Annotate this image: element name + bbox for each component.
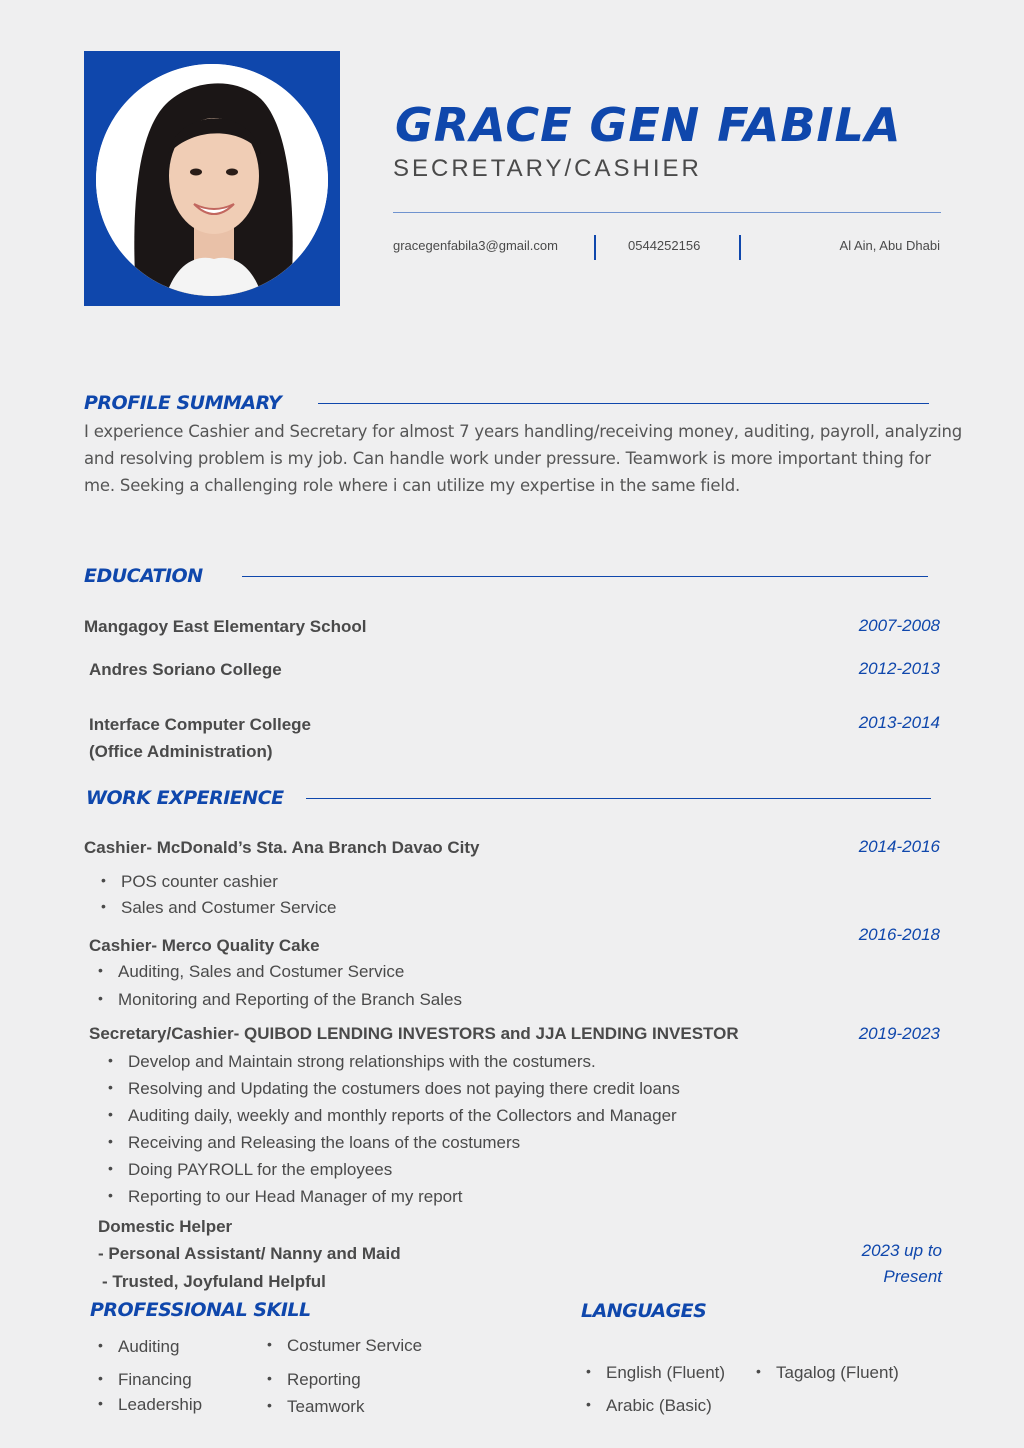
education-years: 2012-2013 [858,659,940,678]
section-divider [306,798,931,799]
list-item: • Tagalog (Fluent) [756,1363,899,1389]
list-item: • Doing PAYROLL for the employees [108,1160,680,1187]
list-item: • Arabic (Basic) [586,1396,725,1422]
job-title: Secretary/Cashier- QUIBOD LENDING INVESTORS and JJA LENDING INVESTOR [89,1024,739,1043]
list-item: • Teamwork [267,1397,422,1423]
job-years: 2016-2018 [858,925,940,944]
list-item: • POS counter cashier [101,872,336,898]
job-duties [101,872,336,924]
profile-photo [96,64,328,296]
education-school: Andres Soriano College [89,660,282,679]
candidate-name: GRACE GEN FABILA [395,98,902,152]
profile-summary-text: I experience Cashier and Secretary for almost 7 years handling/receiving money, auditing, payroll, analyzing and resolving problem is my job. Can handle work under pressure. Teamwork is more important thing for me. Seeking a challenging role where i can utilize my expertise in the same field. [84,422,963,495]
contact-location: Al Ain, Abu Dhabi [839,238,940,253]
header-divider [393,212,941,213]
job-duties [108,1052,680,1214]
job-subtitle: - Trusted, Joyfuland Helpful [102,1272,326,1291]
list-item: • English (Fluent) [586,1363,725,1396]
list-item: • Auditing, Sales and Costumer Service [98,962,462,990]
skills-column-2 [267,1336,422,1423]
contact-separator [594,235,596,260]
list-item: • Sales and Costumer Service [101,898,336,924]
section-divider [242,576,928,577]
job-years: 2019-2023 [858,1024,940,1043]
education-detail: (Office Administration) [89,742,273,761]
professional-skill-heading: PROFESSIONAL SKILL [90,1299,311,1321]
job-years: 2023 up to [861,1241,942,1260]
section-divider [318,403,929,404]
list-item: • Auditing [98,1337,202,1370]
list-item: • Leadership [98,1395,202,1421]
job-subtitle: - Personal Assistant/ Nanny and Maid [98,1244,401,1263]
list-item: • Receiving and Releasing the loans of the costumers [108,1133,680,1160]
education-years: 2007-2008 [858,616,940,635]
profile-summary-heading: PROFILE SUMMARY [84,392,282,414]
list-item: • Auditing daily, weekly and monthly reports of the Collectors and Manager [108,1106,680,1133]
job-title: Cashier- McDonald’s Sta. Ana Branch Davao City [84,838,480,857]
languages-heading: LANGUAGES [581,1300,707,1322]
list-item: • Reporting to our Head Manager of my report [108,1187,680,1214]
job-years: 2014-2016 [858,837,940,856]
list-item: • Financing [98,1370,202,1395]
job-title: SECRETARY/CASHIER [393,155,702,182]
contact-separator [739,235,741,260]
contact-email[interactable]: gracegenfabila3@gmail.com [393,238,558,253]
list-item: • Develop and Maintain strong relationships with the costumers. [108,1052,680,1079]
education-heading: EDUCATION [84,565,203,587]
job-title: Cashier- Merco Quality Cake [89,936,320,955]
education-school: Mangagoy East Elementary School [84,617,367,636]
languages-list [756,1363,899,1389]
job-years: Present [883,1267,942,1286]
list-item: • Resolving and Updating the costumers does not paying there credit loans [108,1079,680,1106]
list-item: • Costumer Service [267,1336,422,1370]
photo-frame [84,51,340,306]
work-experience-heading: WORK EXPERIENCE [86,787,284,809]
languages-list [586,1363,725,1422]
education-years: 2013-2014 [858,713,940,732]
job-duties [98,962,462,1018]
contact-phone[interactable]: 0544252156 [628,238,701,253]
list-item: • Reporting [267,1370,422,1397]
skills-column-1 [98,1337,202,1421]
list-item: • Monitoring and Reporting of the Branch Sales [98,990,462,1018]
education-school: Interface Computer College [89,715,311,734]
job-title: Domestic Helper [98,1217,233,1236]
